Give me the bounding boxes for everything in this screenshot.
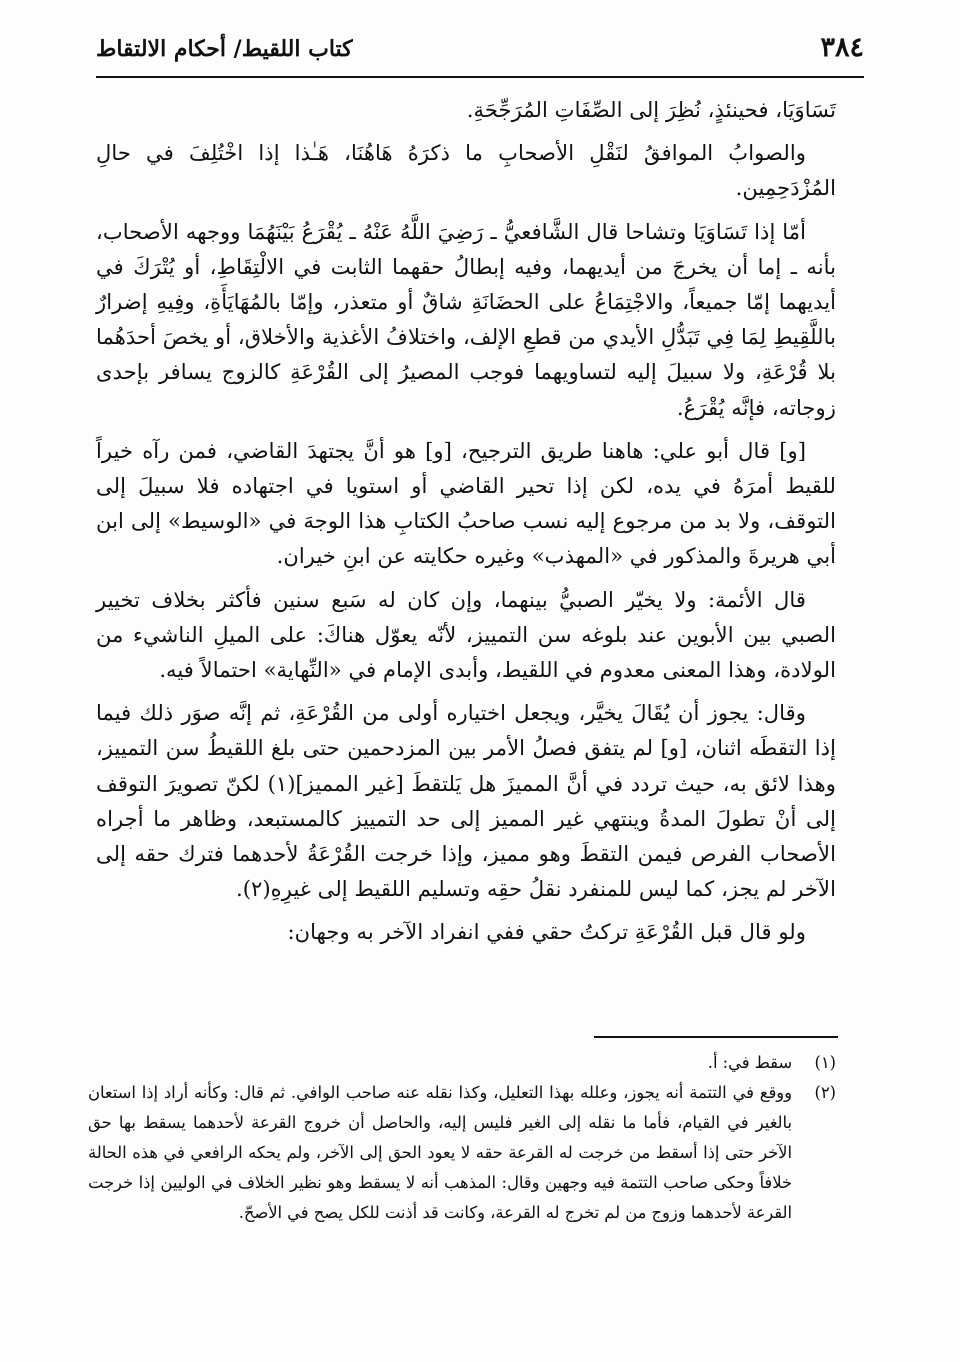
footnote-text: ووقع في التتمة أنه يجوز، وعلله بهذا التعليل، وكذا نقله عنه صاحب الوافي. ثم قال: وكأنه أراد إذا استعان بالغير في القيام، فأما ما نقله إلى الغير فليس إليه، والحاصل أن خروج القرعة لأحدهما يسقط بها حق الآخر حتى إذا أسقط من خرجت له القرعة حقه لا يعود الحق إلى الآخر، ولم يحكه الرافعي في هذه الحالة خلافاً وحكى صاحب التتمة فيه وجهين وقال: المذهب أنه لا يسقط وهو نظير الخلاف في الوليين إذا خرجت القرعة لأحدهما وزوج من لم تخرج له القرعة، وكانت قد أذنت للكل يصح في الأصحّ. <box>88 1083 792 1222</box>
page-number: ٣٨٤ <box>820 32 864 63</box>
paragraph: ولو قال قبل القُرْعَةِ تركتُ حقي ففي انفراد الآخر به وجهان: <box>287 919 806 945</box>
paragraph: [و] قال أبو علي: هاهنا طريق الترجيح، [و] هو أنَّ يجتهدَ القاضي، فمن رآه خيراً للقيط أمرَهُ في يده، لكن إذا تحير القاضي أو استويا في اجتهاده فلا سبيلَ إلى التوقف، ولا بد من مرجوع إليه نسب صاحبُ الكتابِ هذا الوجهَ في «الوسيط» إلى ابن أبي هريرةَ والمذكور في «المهذب» وغيره حكايته عن ابنِ خيران. <box>96 437 836 569</box>
paragraph: أمّا إذا تَسَاوَيَا وتشاحا قال الشَّافعيُّ ـ رَضِيَ اللَّهُ عَنْهُ ـ يُقْرَعُ بَيْنَهُمَا ووجهه الأصحاب، بأنه ـ إما أن يخرجَ من أيديهما، وفيه إبطالُ حقهما الثابت في الالْتِقَاطِ، أو يُتْرَكَ في أيديهما إمّا جميعاً، والاجْتِمَاعُ على الحضَانَةِ شاقٌ أو متعذر، وإمّا بالمُهَايَأَةِ، وفِيهِ إضرارٌ باللَّقِيطِ لِمَا فِي تَبَدُّلِ الأيدي من قطعِ الإلف، واختلافُ الأغذية والأخلاق، أو يخصَ أحدَهُما بلا قُرْعَةِ، ولا سبيلَ إليه لتساويهما فوجب المصيرُ إلى القُرْعَةِ كالزوج يسافر بإحدى زوجاته، فإنَّه يُقْرَعُ. <box>96 218 836 420</box>
paragraph: قال الأئمة: ولا يخيّر الصبيُّ بينهما، وإن كان له سَبع سنين فأكثر بخلاف تخيير الصبي بين الأبوين عند بلوغه سن التمييز، لأنّه يعوّل هناكَ: على الميلِ الناشيء من الولادة، وهذا المعنى معدوم في اللقيط، وأبدى الإمام في «النِّهاية» احتمالاً فيه. <box>96 586 836 683</box>
paragraph: والصوابُ الموافقُ لنَقْلِ الأصحابِ ما ذكرَهُ هَاهُنَا، هَـٰذا إذا اخْتُلِفَ في حالِ المُزْدَحِمِين. <box>96 140 836 201</box>
footnote <box>88 1048 836 1078</box>
footnotes <box>88 1048 836 1228</box>
footnote <box>88 1078 836 1228</box>
page-header <box>96 30 864 78</box>
footnote-number: (١) <box>814 1053 836 1072</box>
footnote-text: سقط في: أ. <box>707 1053 792 1072</box>
footnote-number: (٢) <box>814 1083 836 1102</box>
paragraph: تَسَاوَيَا، فحينئذٍ، نُظِرَ إلى الصِّفَاتِ المُرَجِّحَةِ. <box>466 97 836 122</box>
footnote-separator <box>594 1036 838 1038</box>
main-text <box>96 92 836 958</box>
paragraph: وقال: يجوز أن يُقَالَ يخيَّر، ويجعل اختياره أولى من القُرْعَةِ، ثم إنَّه صوَر ذلك فيما إذا التقطَه اثنان، [و] لم يتفق فصلُ الأمر بين المزدحمين حتى بلغ اللقيطُ سن التمييز، وهذا لائق به، حيث تردد في أنَّ المميزَ هل يَلتقطَ [غير المميز](١) لكنّ تصويرَ التوقف إلى أنْ تطولَ المدةُ وينتهي غير المميز إلى حد التمييز كالمستبعد، وظاهر ما أجراه الأصحاب الفرص فيمن التقطَ وهو مميز، وإذا خرجت القُرْعَةُ لأحدهما فترك حقه إلى الآخر لم يجز، كما ليس للمنفرد نقلُ حقِه وتسليم اللقيط إلى غيرِهِ(٢). <box>96 700 836 902</box>
running-title: كتاب اللقيط/ أحكام الالتقاط <box>96 36 353 62</box>
